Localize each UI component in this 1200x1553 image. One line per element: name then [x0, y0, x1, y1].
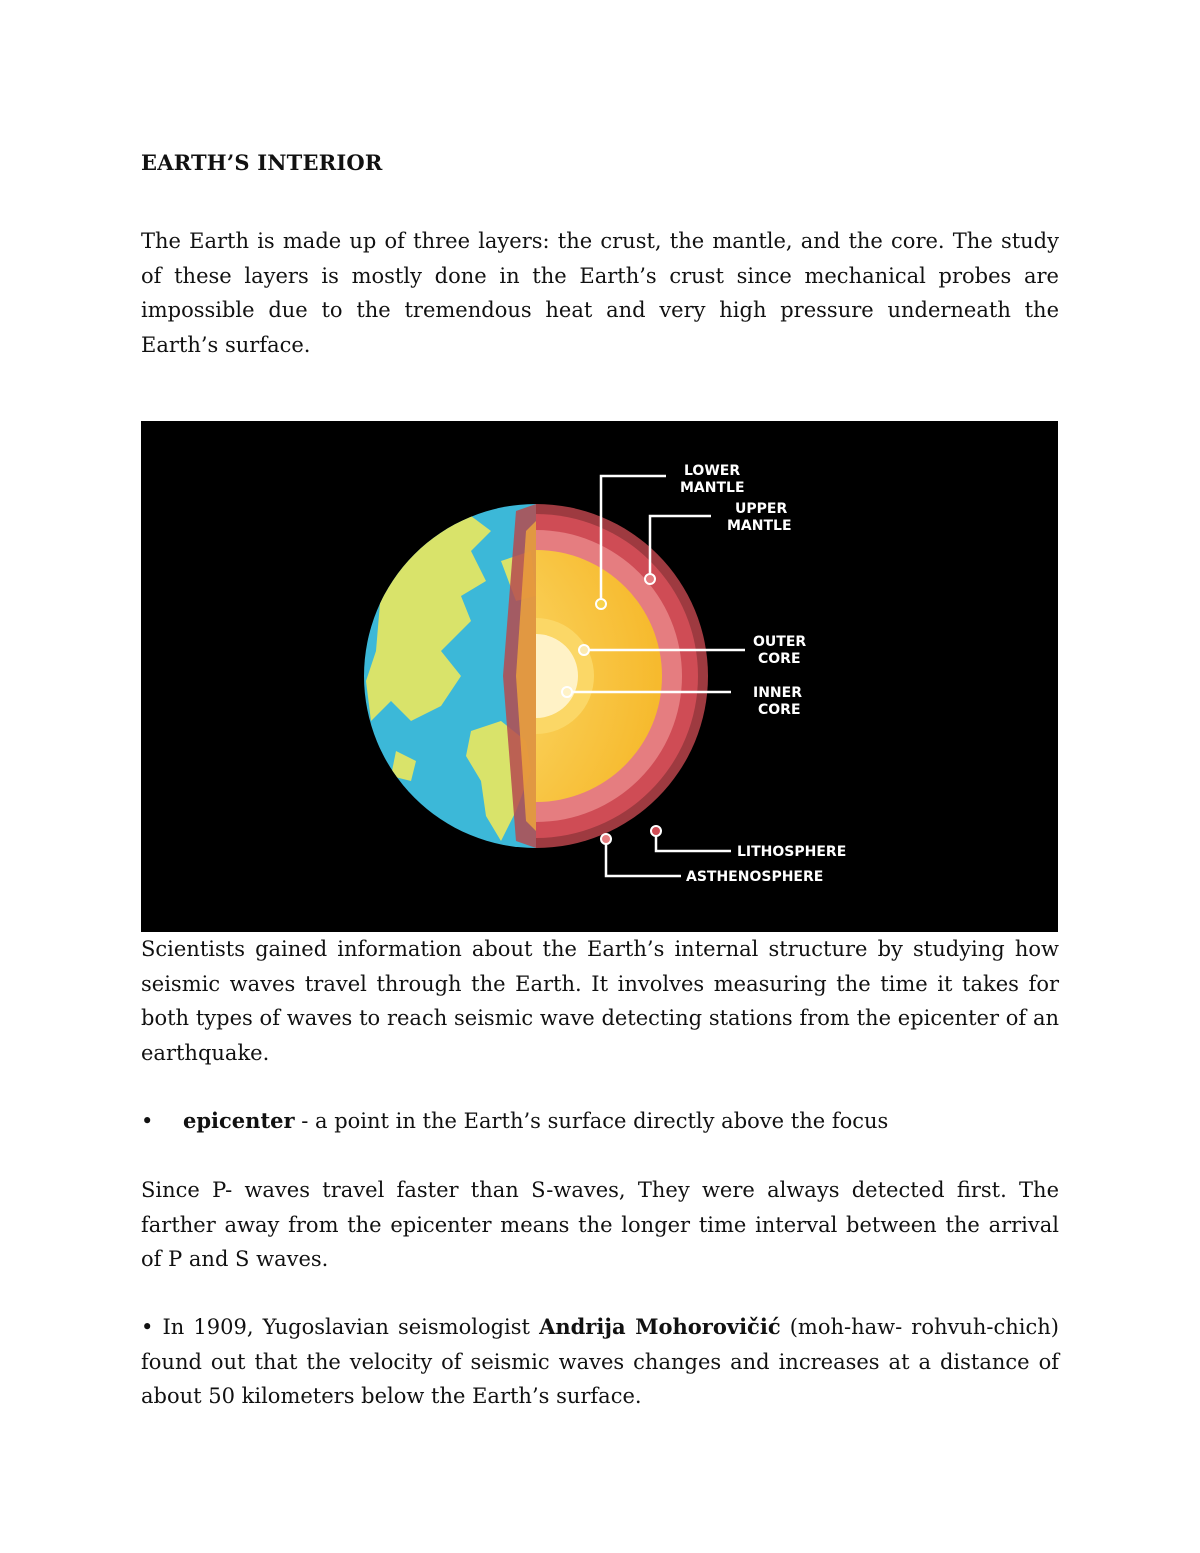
bullet-symbol: • — [141, 1109, 154, 1133]
intro-paragraph: The Earth is made up of three layers: the crust, the mantle, and the core. The study of these layers is mostly done in the Earth’s crust since mechanical probes are impossible due to the tremendous heat and very high pressure underneath the Earth’s surface. — [141, 229, 1059, 357]
mohorovicic-prefix: • In 1909, Yugoslavian seismologist — [141, 1315, 540, 1339]
label-upper-mantle-1: UPPER — [735, 501, 788, 517]
page-title: EARTH’S INTERIOR — [141, 150, 383, 175]
term-epicenter: epicenter — [183, 1108, 295, 1133]
mohorovicic-suffix: (moh-haw- rohvuh-chich) found out that the velocity of seismic waves changes and increases at a distance of about 50 kilometers below the Earth’s surface. — [141, 1315, 1059, 1408]
label-lower-mantle-1: LOWER — [684, 463, 741, 479]
label-lithosphere: LITHOSPHERE — [737, 844, 847, 860]
label-inner-core-1: INNER — [753, 685, 802, 701]
label-inner-core-2: CORE — [758, 702, 801, 718]
label-outer-core-2: CORE — [758, 651, 801, 667]
label-asthenosphere: ASTHENOSPHERE — [686, 869, 824, 885]
epicenter-definition: - a point in the Earth’s surface directly above the focus — [294, 1109, 889, 1133]
seismic-paragraph: Scientists gained information about the Earth’s internal structure by studying how seismic waves travel through the Earth. It involves measuring the time it takes for both types of waves to reach seismic wave detecting stations from the epicenter of an earthquake. — [141, 937, 1059, 1065]
earth-layers-diagram — [141, 421, 1058, 932]
mohorovicic-paragraph — [141, 1310, 1059, 1414]
p-s-waves-paragraph: Since P- waves travel faster than S-waves, They were always detected first. The farther away from the epicenter means the longer time interval between the arrival of P and S waves. — [141, 1178, 1059, 1271]
mohorovicic-name: Andrija Mohorovičić — [539, 1314, 781, 1339]
label-lower-mantle-2: MANTLE — [680, 480, 745, 496]
label-upper-mantle-2: MANTLE — [727, 518, 792, 534]
label-outer-core-1: OUTER — [753, 634, 807, 650]
